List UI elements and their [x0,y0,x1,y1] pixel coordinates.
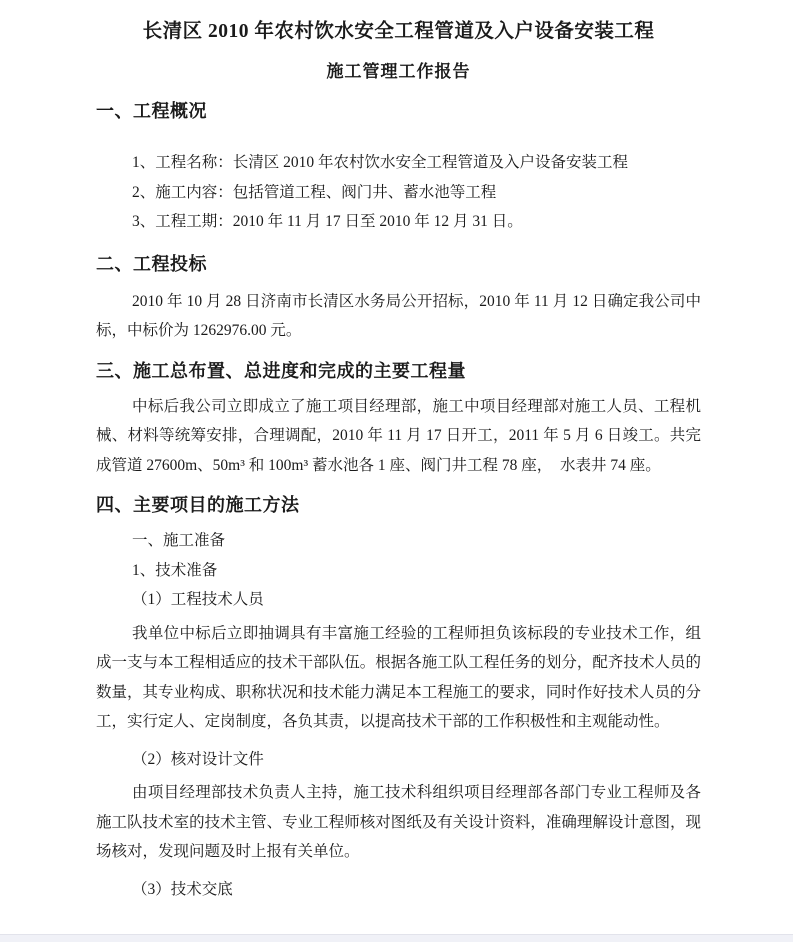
viewer-bottom-bar [0,934,793,942]
document-title-line2: 施工管理工作报告 [326,62,471,81]
subheading-engineering-staff: （1）工程技术人员 [132,591,264,608]
subheading-technical-prep: 1、技术准备 [132,561,218,579]
section-heading-3: 三、施工总布置、总进度和完成的主要工程量 [96,360,466,381]
subheading-construction-prep: 一、施工准备 [132,532,226,549]
document-title-line1: 长清区 2010 年农村饮水安全工程管道及入户设备安装工程 [142,21,655,42]
section-heading-4: 四、主要项目的施工方法 [96,495,300,515]
list-item-project-name: 1、工程名称：长清区 2010 年农村饮水安全工程管道及入户设备安装工程 [132,154,629,171]
subheading-check-design-docs: （2）核对设计文件 [132,750,264,768]
list-item-construction-content: 2、施工内容：包括管道工程、阀门井、蓄水池等工程 [132,183,497,201]
paragraph-layout-progress: 中标后我公司立即成立了施工项目经理部，施工中项目经理部对施工人员、工程机械、材料等统筹安排，合理调配，2010 年 11 月 17 日开工，2011 年 5 月 6 日竣工。共完成管道 27600m、50m³ 和 100m³ 蓄水池各 1 座、阀门井工程 78 座， 水表井 74 座。 [96,397,701,474]
section-heading-2: 二、工程投标 [96,253,207,274]
section-heading-1: 一、工程概况 [96,101,207,121]
paragraph-engineering-staff: 我单位中标后立即抽调具有丰富施工经验的工程师担负该标段的专业技术工作，组成一支与本工程相适应的技术干部队伍。根据各施工队工程任务的划分，配齐技术人员的数量，其专业构成、职称状况和技术能力满足本工程施工的要求，同时作好技术人员的分工，实行定人、定岗制度，各负其责，以提高技术干部的工作积极性和主观能动性。 [96,624,701,730]
list-item-project-duration: 3、工程工期：2010 年 11 月 17 日至 2010 年 12 月 31 日。 [132,213,523,230]
subheading-technical-disclosure: （3）技术交底 [132,880,233,898]
paragraph-check-design-docs: 由项目经理部技术负责人主持，施工技术科组织项目经理部各部门专业工程师及各施工队技术室的技术主管、专业工程师核对图纸及有关设计资料，准确理解设计意图，现场核对，发现问题及时上报有关单位。 [96,784,701,860]
paragraph-bidding: 2010 年 10 月 28 日济南市长清区水务局公开招标，2010 年 11 月 12 日确定我公司中标，中标价为 1262976.00 元。 [96,292,701,339]
